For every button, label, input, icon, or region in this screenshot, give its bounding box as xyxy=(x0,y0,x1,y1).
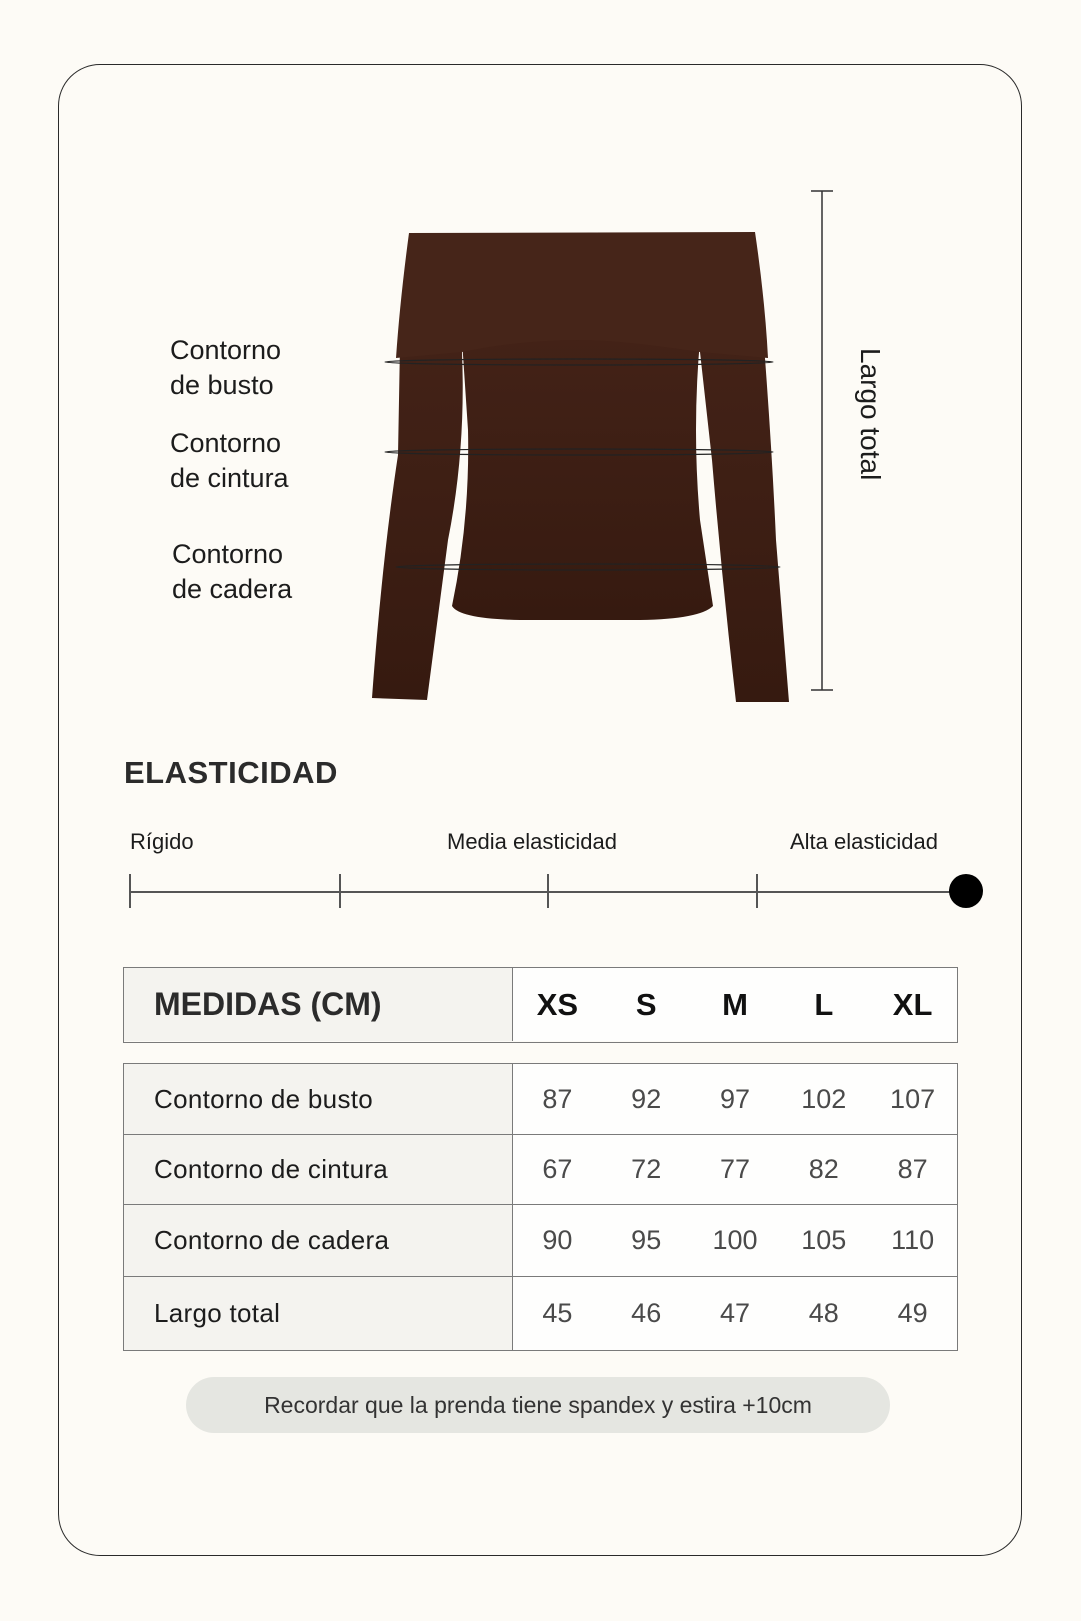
table-cell: 47 xyxy=(719,1298,751,1328)
garment-neckline xyxy=(396,232,768,358)
table-cell: 92 xyxy=(631,1083,662,1114)
table-row xyxy=(124,1064,957,1134)
right-sleeve xyxy=(700,345,789,702)
table-cell: 77 xyxy=(719,1154,751,1184)
elasticity-high-label: Alta elasticidad xyxy=(790,829,938,854)
table-cell: 100 xyxy=(712,1225,758,1255)
left-sleeve xyxy=(372,345,463,700)
table-cell: 87 xyxy=(542,1083,573,1114)
table-cell: 105 xyxy=(801,1225,847,1255)
table-cell: 48 xyxy=(808,1298,839,1328)
table-header-title: MEDIDAS (CM) xyxy=(154,986,382,1022)
garment-illustration xyxy=(0,0,1081,720)
table-cell: 72 xyxy=(631,1154,662,1184)
size-l: L xyxy=(814,986,834,1022)
waist-label: Contorno de cintura xyxy=(170,428,289,493)
elasticity-indicator xyxy=(949,874,983,908)
table-cell: 102 xyxy=(801,1083,847,1114)
elasticity-low-label: Rígido xyxy=(130,829,194,854)
table-cell: 67 xyxy=(542,1154,573,1184)
table-cell: 46 xyxy=(631,1298,662,1328)
table-cell: 90 xyxy=(542,1225,573,1255)
scale-tick xyxy=(547,874,549,908)
row-label: Largo total xyxy=(154,1298,281,1328)
elasticity-title: ELASTICIDAD xyxy=(124,755,338,790)
scale-tick xyxy=(756,874,758,908)
hip-label: Contorno de cadera xyxy=(172,539,293,604)
scale-tick xyxy=(129,874,131,908)
elasticity-mid-label: Media elasticidad xyxy=(447,829,617,854)
row-label: Contorno de cadera xyxy=(154,1225,390,1255)
size-xl: XL xyxy=(892,986,933,1022)
size-header-table xyxy=(123,967,958,1043)
spandex-note: Recordar que la prenda tiene spandex y estira +10cm xyxy=(186,1377,890,1433)
size-data-table xyxy=(123,1063,958,1351)
size-xs: XS xyxy=(536,986,579,1022)
size-m: M xyxy=(722,986,748,1022)
row-label: Contorno de cintura xyxy=(154,1154,389,1184)
table-cell: 82 xyxy=(808,1154,839,1184)
bust-label: Contorno de busto xyxy=(170,335,282,400)
scale-tick xyxy=(339,874,341,908)
size-s: S xyxy=(635,986,657,1022)
table-cell: 45 xyxy=(542,1298,573,1328)
table-row xyxy=(124,1204,957,1276)
table-cell: 110 xyxy=(891,1225,935,1255)
length-label: Largo total xyxy=(855,348,886,481)
table-cell: 49 xyxy=(897,1298,928,1328)
table-cell: 87 xyxy=(897,1154,928,1184)
garment-body xyxy=(452,340,713,620)
table-row xyxy=(124,1276,957,1350)
table-cell: 107 xyxy=(890,1083,936,1114)
table-cell: 97 xyxy=(719,1083,751,1114)
row-label: Contorno de busto xyxy=(154,1083,374,1114)
table-cell: 95 xyxy=(631,1225,662,1255)
table-row xyxy=(124,1134,957,1204)
